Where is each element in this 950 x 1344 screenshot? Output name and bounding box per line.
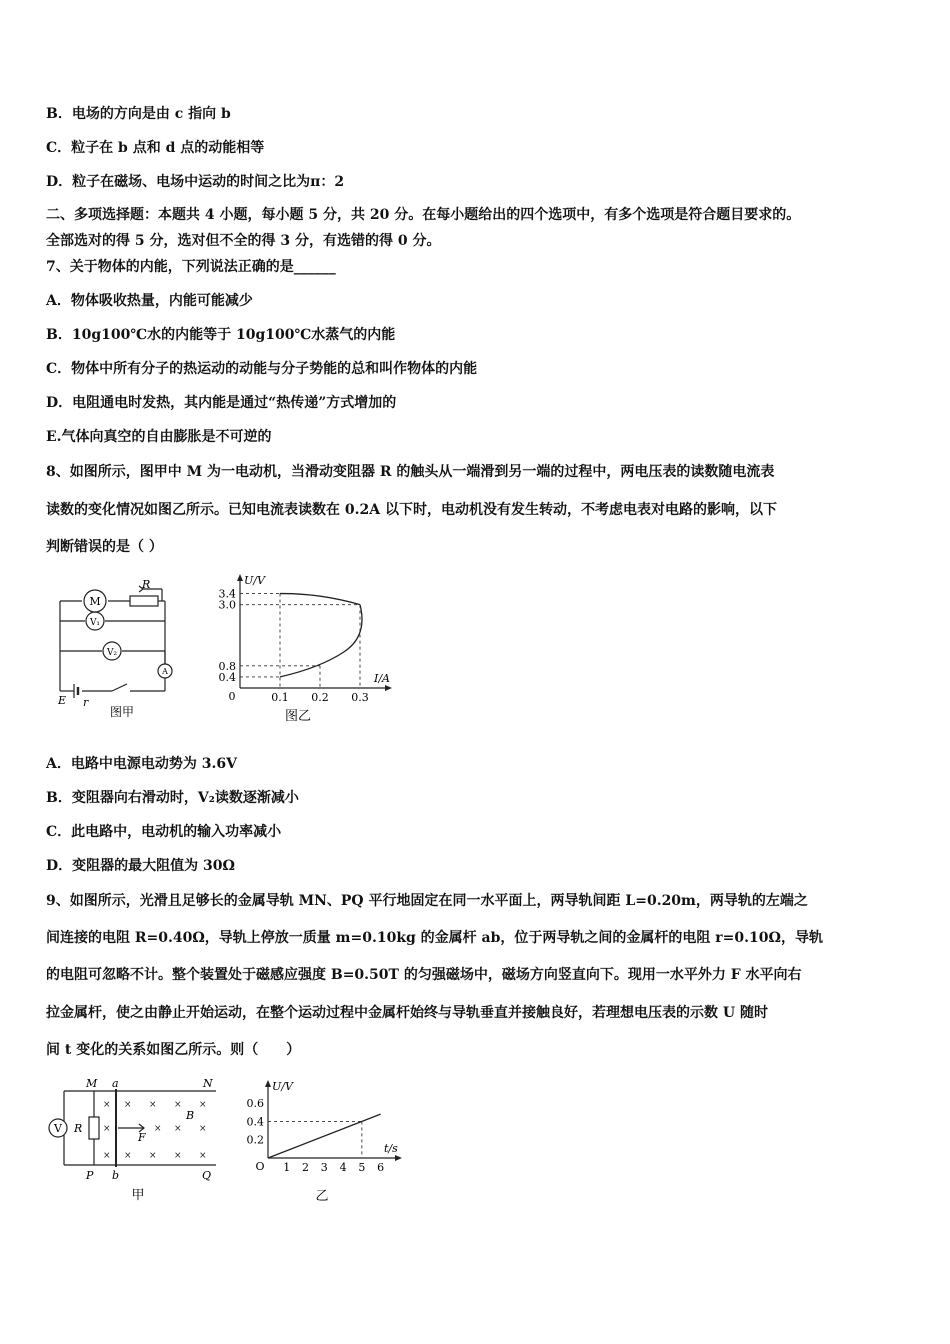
- x-tick-label: 5: [358, 1161, 366, 1174]
- x-axis-label: I/A: [374, 672, 390, 685]
- field-x-mark: ×: [174, 1100, 182, 1110]
- q6-option-b: B．电场的方向是由 c 指向 b: [46, 106, 231, 122]
- q9-rails-figure: [46, 1075, 226, 1205]
- y-tick-label: 3.4: [218, 587, 236, 601]
- y-tick-label: 0.2: [246, 1133, 264, 1147]
- label-n: N: [203, 1077, 213, 1090]
- q8-circuit-figure: [50, 576, 185, 721]
- q8-stem-line2: 读数的变化情况如图乙所示。已知电流表读数在 0.2A 以下时，电动机没有发生转动，不考虑电表对电路的影响，以下: [46, 502, 777, 518]
- q6-option-d: D．粒子在磁场、电场中运动的时间之比为π：2: [46, 174, 345, 190]
- q9-stem-line4: 拉金属杆，使之由静止开始运动，在整个运动过程中金属杆始终与导轨垂直并接触良好，若理想电压表的示数 U 随时: [46, 1005, 768, 1021]
- y-tick-label: 0.4: [246, 1115, 264, 1129]
- q8-stem-line1: 8、如图所示，图甲中 M 为一电动机，当滑动变阻器 R 的触头从一端滑到另一端的过程中，两电压表的读数随电流表: [46, 464, 775, 480]
- q8-circuit-svg: [50, 576, 185, 721]
- q7-option-e: E.气体向真空的自由膨胀是不可逆的: [46, 429, 272, 445]
- rheostat-label: R: [142, 578, 151, 591]
- ammeter-label: A: [162, 667, 168, 676]
- q9-fig-jia-caption: 甲: [131, 1188, 145, 1203]
- emf-label: E: [58, 694, 67, 707]
- origin-label: O: [255, 1160, 265, 1173]
- x-axis-label: t/s: [384, 1142, 398, 1155]
- v2-label: V₂: [106, 648, 118, 658]
- field-x-mark: ×: [124, 1151, 132, 1161]
- section2-instruction-line2: 全部选对的得 5 分，选对但不全的得 3 分，有选错的得 0 分。: [46, 233, 441, 249]
- x-tick-label: 0.2: [311, 691, 329, 704]
- x-axis-arrow: [395, 1155, 402, 1161]
- resistor-r: [89, 1117, 99, 1139]
- field-x-mark: ×: [149, 1100, 157, 1110]
- x-tick-label: 0.3: [351, 691, 369, 704]
- field-x-mark: ×: [149, 1151, 157, 1161]
- q9-rails-svg: [46, 1075, 226, 1205]
- field-x-mark: ×: [154, 1124, 162, 1134]
- x-tick-label: 4: [339, 1161, 347, 1174]
- label-b: b: [112, 1169, 120, 1182]
- q8-fig-jia-caption: 图甲: [109, 705, 135, 719]
- q8-option-a: A．电路中电源电动势为 3.6V: [46, 756, 237, 772]
- q8-option-d: D．变阻器的最大阻值为 30Ω: [46, 858, 235, 874]
- v1-label: V₁: [89, 618, 101, 628]
- field-x-mark: ×: [103, 1100, 111, 1110]
- field-x-mark: ×: [199, 1151, 207, 1161]
- field-x-mark: ×: [103, 1151, 111, 1161]
- q9-ut-chart: [236, 1072, 416, 1207]
- q8-ui-chart: [200, 566, 415, 726]
- series-v2-curve: [280, 594, 360, 605]
- q8-fig-yi-caption: 图乙: [284, 709, 312, 724]
- q9-stem-line3: 的电阻可忽略不计。整个装置处于磁感应强度 B=0.50T 的匀强磁场中，磁场方向竖直向下。现用一水平外力 F 水平向右: [46, 967, 802, 983]
- q7-stem: 7、关于物体的内能，下列说法正确的是______: [46, 259, 336, 275]
- label-p: P: [86, 1169, 94, 1182]
- field-b-label: B: [186, 1109, 195, 1122]
- x-tick-label: 6: [377, 1161, 385, 1174]
- label-q: Q: [202, 1169, 212, 1182]
- q7-option-d: D．电阻通电时发热，其内能是通过“热传递”方式增加的: [46, 395, 397, 411]
- x-axis-arrow: [385, 685, 392, 691]
- y-tick-label: 0.6: [246, 1097, 264, 1111]
- q7-option-c: C．物体中所有分子的热运动的动能与分子势能的总和叫作物体的内能: [46, 361, 478, 377]
- y-axis-arrow: [265, 1080, 271, 1087]
- q8-stem-line3: 判断错误的是（ ）: [46, 539, 163, 555]
- field-x-mark: ×: [124, 1100, 132, 1110]
- rheostat-r: [130, 596, 158, 606]
- field-x-mark: ×: [174, 1151, 182, 1161]
- y-tick-label: 0.8: [218, 659, 236, 673]
- q9-fig-yi-caption: 乙: [315, 1189, 329, 1204]
- q6-option-c: C．粒子在 b 点和 d 点的动能相等: [46, 140, 265, 156]
- voltmeter-label: V: [54, 1122, 62, 1135]
- motor-label: M: [89, 595, 101, 608]
- series-u-line: [268, 1114, 381, 1158]
- q7-option-b: B．10g100℃水的内能等于 10g100℃水蒸气的内能: [46, 327, 396, 343]
- field-x-mark: ×: [174, 1124, 182, 1134]
- q9-stem-line5: 间 t 变化的关系如图乙所示。则（ ）: [46, 1042, 301, 1058]
- q8-option-b: B．变阻器向右滑动时，V₂读数逐渐减小: [46, 790, 299, 806]
- q7-option-a: A．物体吸收热量，内能可能减少: [46, 293, 253, 309]
- section2-instruction-line1: 二、多项选择题：本题共 4 小题，每小题 5 分，共 20 分。在每小题给出的四个选项中，有多个选项是符合题目要求的。: [46, 207, 801, 223]
- q9-ut-chart-svg: [236, 1072, 416, 1207]
- y-tick-label: 0.4: [218, 670, 236, 684]
- y-tick-label: 3.0: [218, 598, 236, 612]
- x-tick-label: 1: [283, 1161, 291, 1174]
- q8-ui-chart-svg: [200, 566, 415, 726]
- field-x-mark: ×: [199, 1124, 207, 1134]
- y-axis-label: U/V: [272, 1080, 293, 1093]
- q9-stem-line1: 9、如图所示，光滑且足够长的金属导轨 MN、PQ 平行地固定在同一水平面上，两导轨间距 L=0.20m，两导轨的左端之: [46, 893, 808, 909]
- field-x-mark: ×: [199, 1100, 207, 1110]
- x-tick-label: 0.1: [271, 691, 289, 704]
- q8-option-c: C．此电路中，电动机的输入功率减小: [46, 824, 282, 840]
- series-v1-curve: [280, 605, 362, 677]
- origin-label: 0: [228, 690, 236, 703]
- y-axis-arrow: [237, 574, 243, 581]
- resistor-label: R: [74, 1122, 83, 1135]
- internal-r-label: r: [83, 696, 89, 709]
- label-m: M: [86, 1077, 98, 1090]
- field-x-mark: ×: [103, 1124, 111, 1134]
- force-f-label: F: [138, 1131, 146, 1144]
- q9-stem-line2: 间连接的电阻 R=0.40Ω，导轨上停放一质量 m=0.10kg 的金属杆 ab，位于两导轨之间的金属杆的电阻 r=0.10Ω，导轨: [46, 930, 823, 946]
- y-axis-label: U/V: [244, 574, 265, 587]
- x-tick-label: 3: [320, 1161, 328, 1174]
- x-tick-label: 2: [302, 1161, 310, 1174]
- label-a: a: [112, 1077, 119, 1090]
